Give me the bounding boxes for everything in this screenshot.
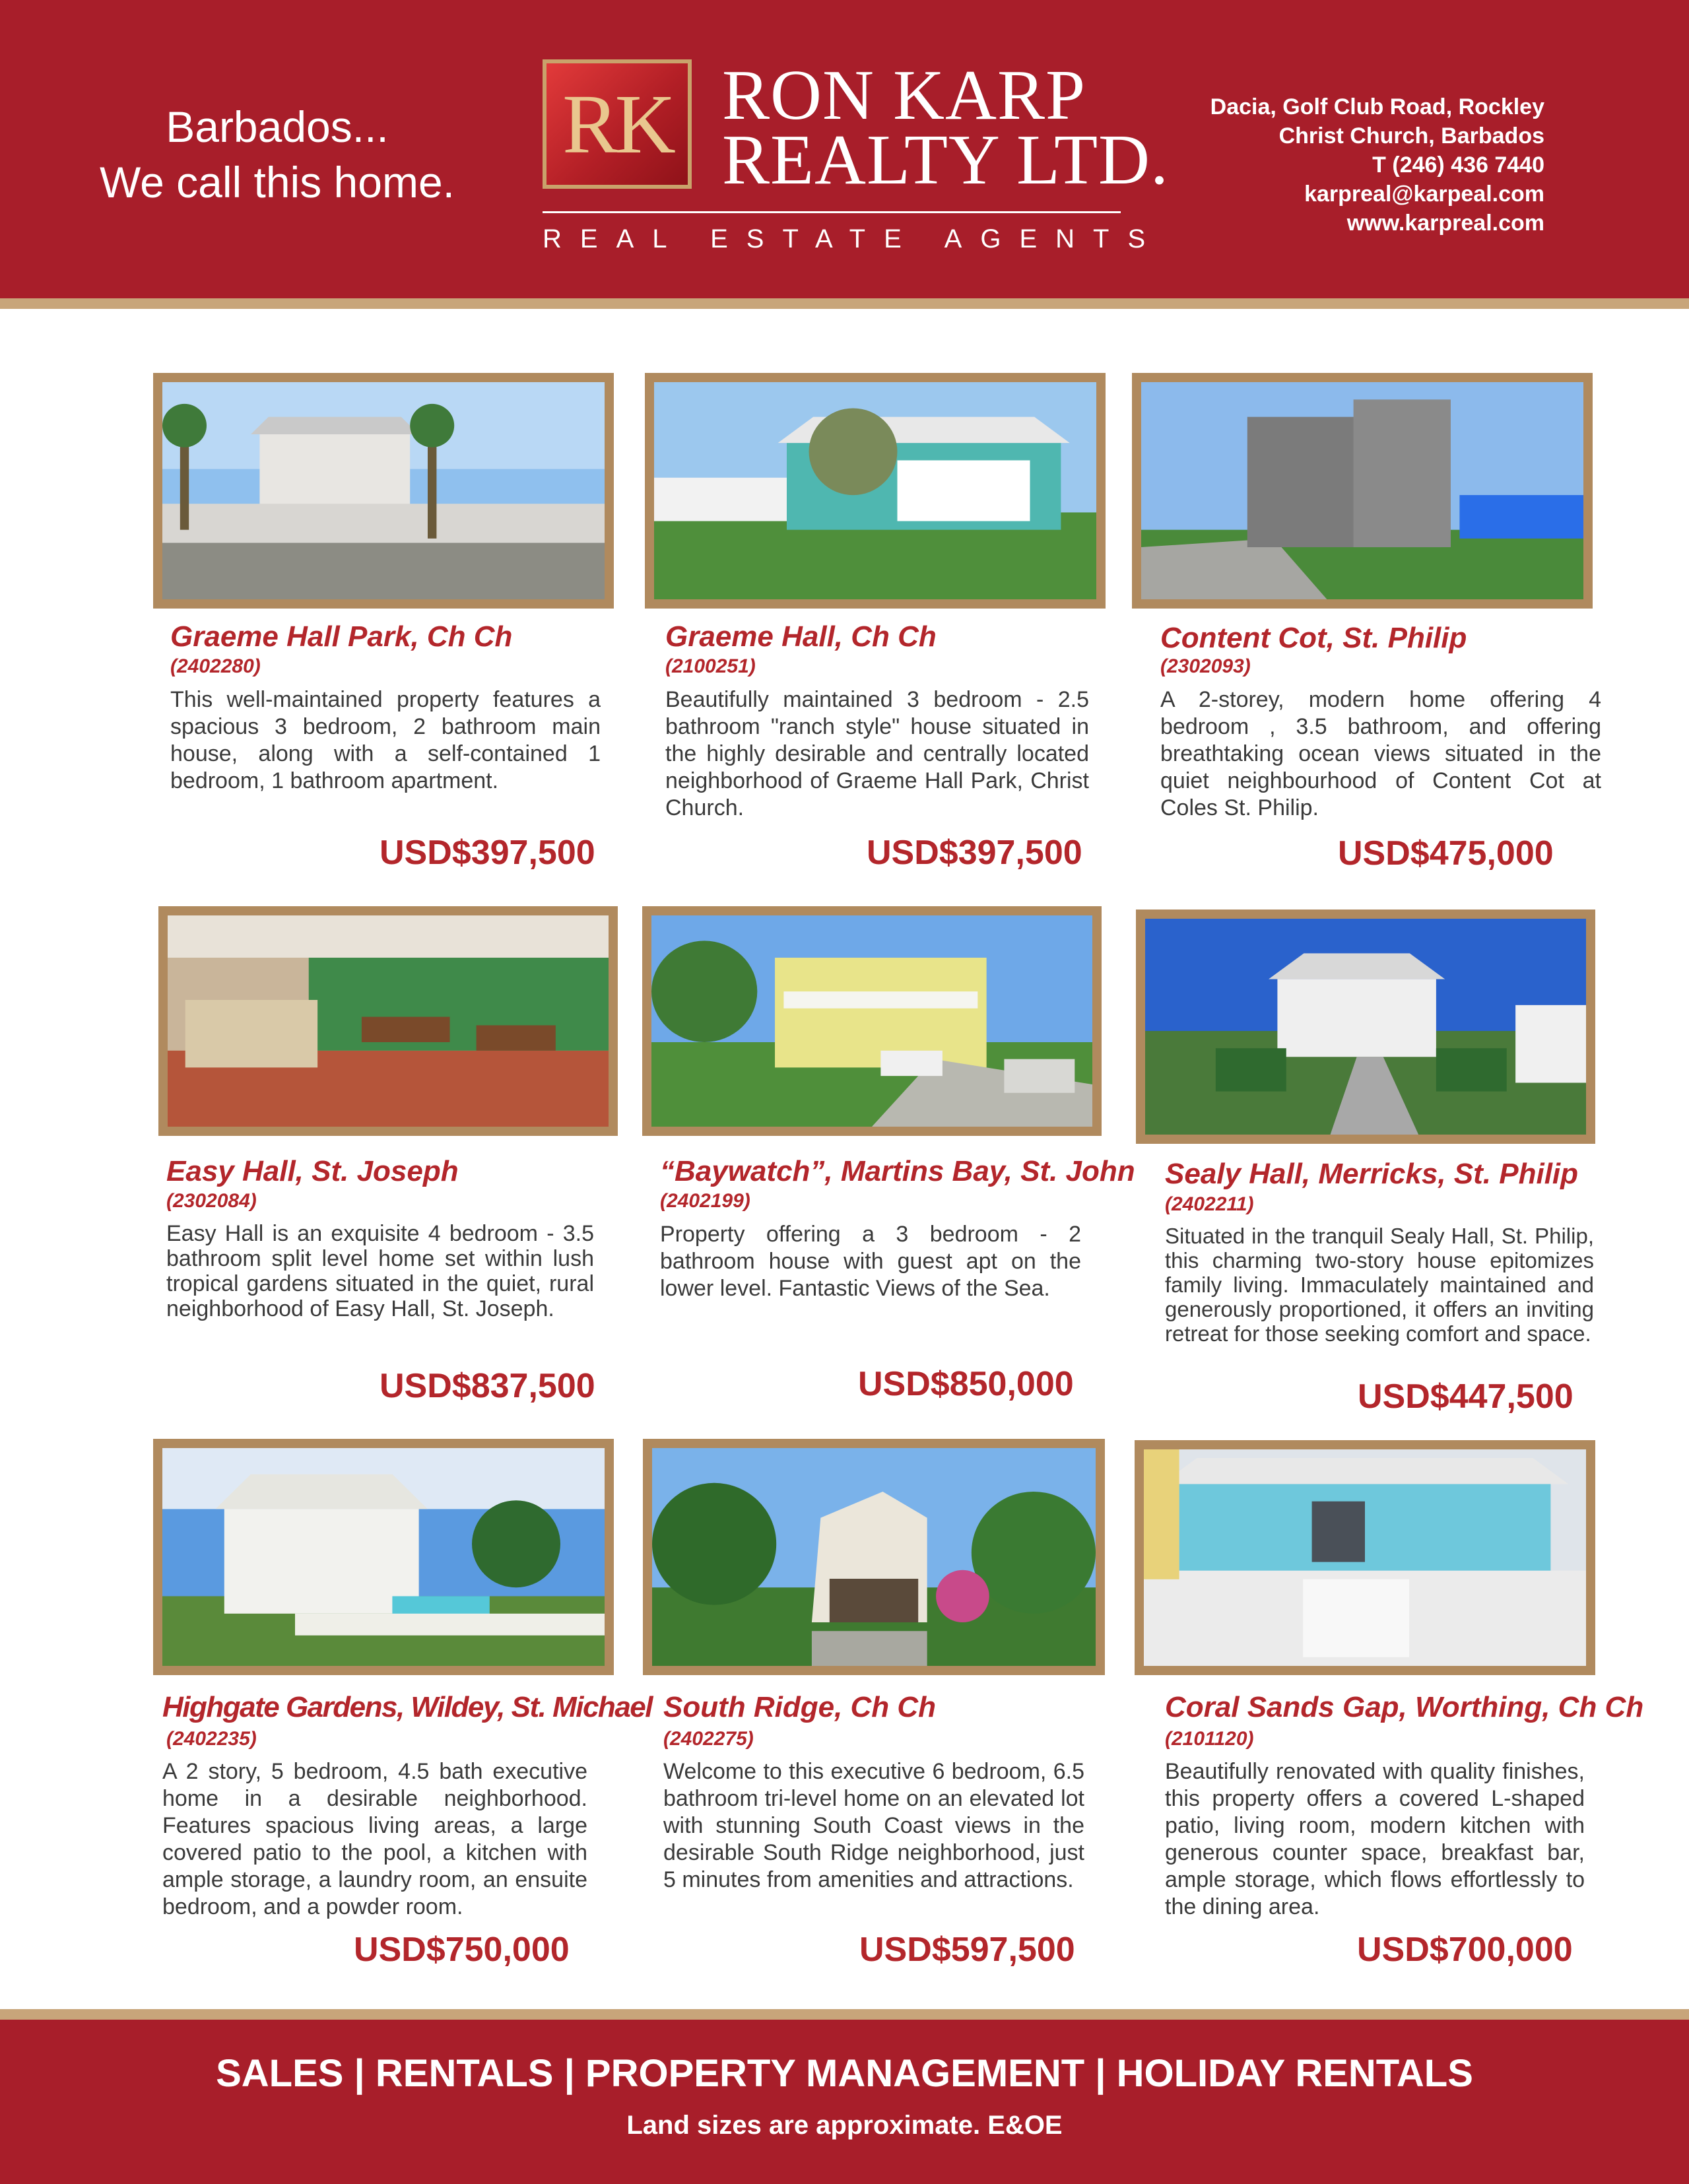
house-photo-icon	[1141, 382, 1583, 599]
listing-title: Coral Sands Gap, Worthing, Ch Ch	[1165, 1691, 1644, 1723]
brand-underline	[543, 211, 1121, 213]
phone-number: T (246) 436 7440	[1372, 152, 1544, 178]
logo-monogram	[543, 59, 692, 189]
footer-services: SALES | RENTALS | PROPERTY MANAGEMENT | HOLIDAY RENTALS	[216, 2052, 1473, 2095]
listing-price: USD$475,000	[1338, 834, 1554, 873]
listing-description: Situated in the tranquil Sealy Hall, St. Philip, this charming two-story house epitomizes family living. Immaculately maintained and generously proportioned, it offers an inviting retreat for those seeking comfort and space.	[1165, 1224, 1594, 1346]
address-line-1: Dacia, Golf Club Road, Rockley	[1210, 94, 1544, 119]
listing-title: Graeme Hall Park, Ch Ch	[170, 620, 513, 653]
brand-subtitle: REAL ESTATE AGENTS	[543, 224, 1164, 253]
listing-price: USD$750,000	[354, 1931, 570, 1969]
listing-price: USD$850,000	[858, 1365, 1074, 1403]
listing-title: Easy Hall, St. Joseph	[166, 1155, 459, 1187]
house-photo-icon	[652, 1448, 1096, 1666]
email-link[interactable]: karpreal@karpeal.com	[1304, 182, 1544, 207]
listing-price: USD$837,500	[380, 1367, 595, 1405]
listing-title: Sealy Hall, Merricks, St. Philip	[1165, 1158, 1579, 1190]
brand-name-line-1: RON KARP	[722, 56, 1086, 135]
header-divider	[0, 298, 1689, 309]
listing-title: “Baywatch”, Martins Bay, St. John	[660, 1155, 1135, 1187]
listing-ref: (2302084)	[166, 1190, 257, 1212]
listing-price: USD$447,500	[1358, 1377, 1573, 1416]
house-photo-icon	[162, 1448, 605, 1666]
listing-ref: (2302093)	[1160, 655, 1251, 677]
footer-band	[0, 2020, 1689, 2184]
contact-block	[1129, 92, 1544, 238]
listing-photo[interactable]	[158, 906, 618, 1136]
listing-ref: (2100251)	[665, 655, 756, 677]
listing-description: Beautifully maintained 3 bedroom - 2.5 bathroom "ranch style" house situated in the highly desirable and centrally located neighborhood of Graeme Hall Park, Christ Church.	[665, 687, 1089, 820]
brand-name-line-2: REALTY LTD.	[722, 121, 1170, 199]
tagline-line-2: We call this home.	[100, 158, 455, 207]
listing-ref: (2402275)	[663, 1728, 754, 1750]
listing-ref: (2402235)	[166, 1728, 257, 1750]
listing-photo[interactable]	[153, 1439, 614, 1675]
patio-photo-icon	[168, 915, 609, 1127]
listing-description: Beautifully renovated with quality finishes, this property offers a covered L-shaped patio, living room, modern kitchen with generous counter space, breakfast bar, ample storage, which flows effortlessly to the dining area.	[1165, 1759, 1585, 1919]
listing-description: Property offering a 3 bedroom - 2 bathroom house with guest apt on the lower level. Fantastic Views of the Sea.	[660, 1222, 1081, 1301]
listing-description: This well-maintained property features a spacious 3 bedroom, 2 bathroom main house, along with a self-contained 1 bedroom, 1 bathroom apartment.	[170, 687, 601, 793]
footer-divider	[0, 2009, 1689, 2020]
listing-title: South Ridge, Ch Ch	[663, 1691, 937, 1723]
listing-title: Highgate Gardens, Wildey, St. Michael	[162, 1691, 652, 1723]
listing-ref: (2402199)	[660, 1190, 750, 1212]
listing-price: USD$397,500	[380, 834, 595, 872]
listing-description: Easy Hall is an exquisite 4 bedroom - 3.5 bathroom split level home set within lush tropical gardens situated in the quiet, rural neighborhood of Easy Hall, St. Joseph.	[166, 1221, 594, 1321]
address-line-2: Christ Church, Barbados	[1278, 123, 1544, 149]
listing-ref: (2101120)	[1165, 1728, 1254, 1750]
listing-photo[interactable]	[645, 373, 1106, 609]
brand-name	[722, 56, 1170, 199]
listing-price: USD$700,000	[1357, 1931, 1573, 1969]
tagline	[73, 99, 482, 210]
listing-price: USD$597,500	[859, 1931, 1075, 1969]
house-photo-icon	[1144, 1449, 1586, 1666]
listing-photo[interactable]	[642, 906, 1102, 1136]
listing-photo[interactable]	[1136, 910, 1595, 1144]
listing-photo[interactable]	[153, 373, 614, 609]
listing-description: A 2-storey, modern home offering 4 bedroom , 3.5 bathroom, and offering breathtaking ocean views situated in the quiet neighbourhood of Content Cot at Coles St. Philip.	[1160, 687, 1601, 820]
listing-photo[interactable]	[1132, 373, 1593, 609]
listing-ref: (2402280)	[170, 655, 261, 677]
website-link[interactable]: www.karpreal.com	[1346, 211, 1544, 236]
footer-disclaimer: Land sizes are approximate. E&OE	[626, 2111, 1063, 2140]
listing-price: USD$397,500	[867, 834, 1082, 872]
house-photo-icon	[1145, 919, 1586, 1135]
listing-ref: (2402211)	[1165, 1193, 1254, 1215]
listing-description: Welcome to this executive 6 bedroom, 6.5 bathroom tri-level home on an elevated lot with stunning South Coast views in the desirable South Ridge neighborhood, just 5 minutes from amenities and attractions.	[663, 1759, 1084, 1892]
listing-description: A 2 story, 5 bedroom, 4.5 bath executive home in a desirable neighborhood. Features spacious living areas, a large covered patio to the pool, a kitchen with ample storage, a laundry room, an ensuite bedroom, and a powder room.	[162, 1759, 587, 1919]
listing-photo[interactable]	[643, 1439, 1105, 1675]
logo-monogram-text: RK	[562, 77, 672, 171]
house-photo-icon	[654, 382, 1096, 599]
listing-title: Content Cot, St. Philip	[1160, 622, 1467, 654]
house-photo-icon	[651, 915, 1092, 1127]
listing-photo[interactable]	[1135, 1440, 1595, 1675]
house-photo-icon	[162, 382, 605, 599]
tagline-line-1: Barbados...	[166, 102, 389, 151]
listing-title: Graeme Hall, Ch Ch	[665, 620, 937, 653]
